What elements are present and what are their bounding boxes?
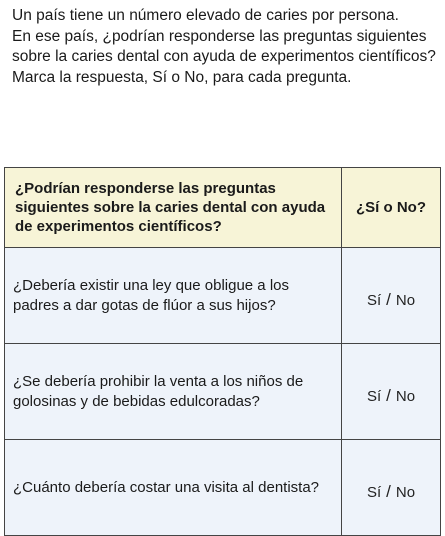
row-question: ¿Debería existir una ley que obligue a los padres a dar gotas de flúor a sus hijos? <box>5 248 342 344</box>
answer-separator: / <box>386 290 391 309</box>
answer-no[interactable]: No <box>395 484 416 501</box>
table-row <box>5 440 441 536</box>
answer-yes[interactable]: Sí <box>366 292 382 309</box>
answer-yes[interactable]: Sí <box>366 388 382 405</box>
table-row <box>5 248 441 344</box>
header-question: ¿Podrían responderse las preguntas siguientes sobre la caries dental con ayuda de experimentos científicos? <box>5 168 342 248</box>
table-header-row <box>5 168 441 248</box>
answer-options <box>342 440 441 536</box>
row-question: ¿Se debería prohibir la venta a los niños de golosinas y de bebidas edulcoradas? <box>5 344 342 440</box>
answer-separator: / <box>386 482 391 501</box>
intro-context: Un país tiene un número elevado de caries por persona. <box>12 7 399 24</box>
intro-instruction: Marca la respuesta, Sí o No, para cada pregunta. <box>12 68 352 86</box>
answer-options <box>342 248 441 344</box>
question-table <box>4 167 441 536</box>
row-question: ¿Cuánto debería costar una visita al dentista? <box>5 440 342 536</box>
answer-options <box>342 344 441 440</box>
answer-no[interactable]: No <box>395 388 416 405</box>
instructions <box>12 6 437 88</box>
header-answer: ¿Sí o No? <box>342 168 441 248</box>
table-row <box>5 344 441 440</box>
intro-question: En ese país, ¿podrían responderse las preguntas siguientes sobre la caries dental con ayuda de experimentos científicos? <box>12 27 436 65</box>
answer-yes[interactable]: Sí <box>366 484 382 501</box>
answer-no[interactable]: No <box>395 292 416 309</box>
answer-separator: / <box>386 386 391 405</box>
